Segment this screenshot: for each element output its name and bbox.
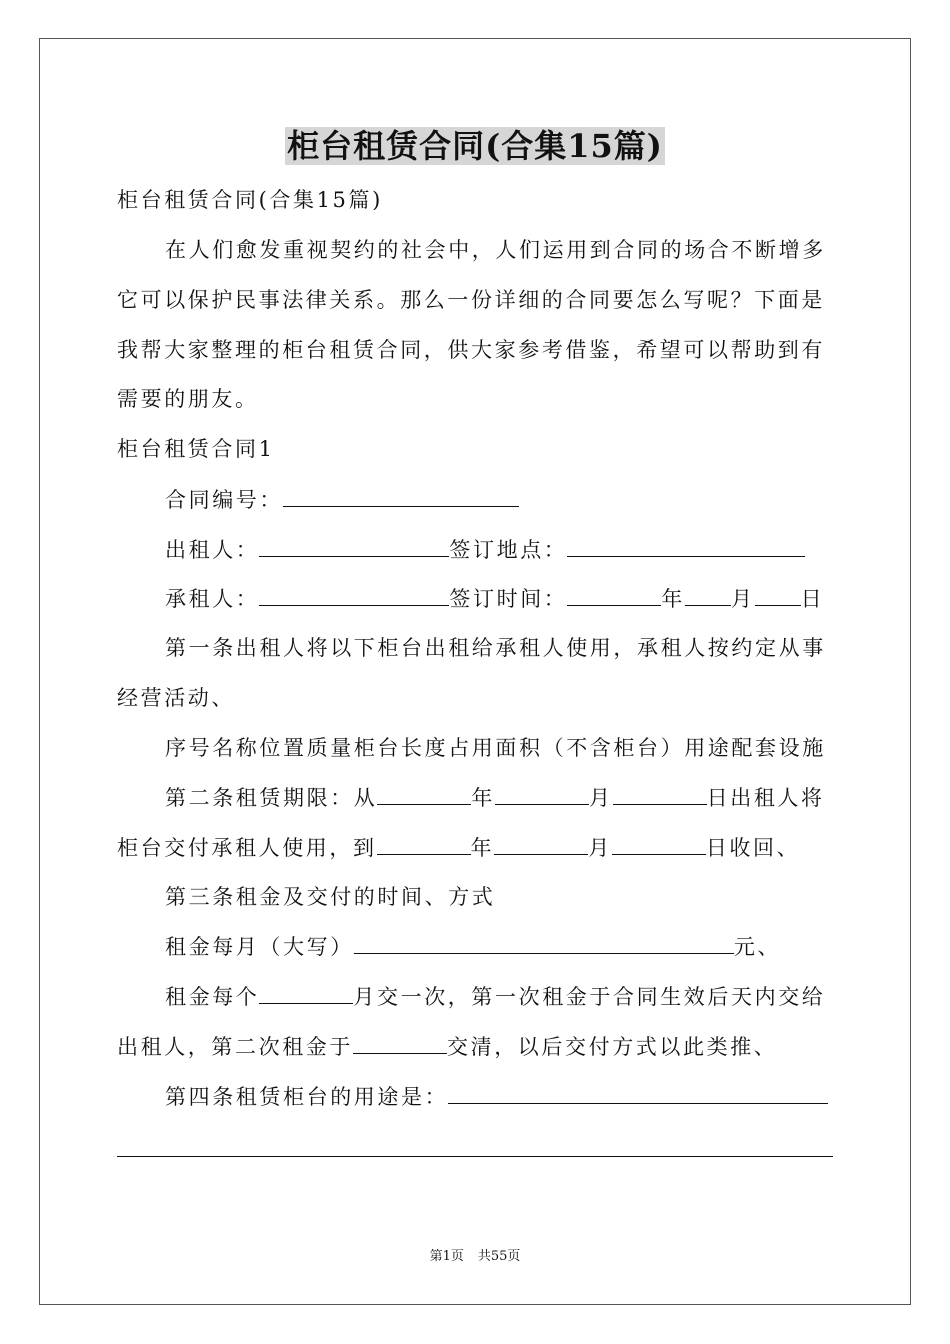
document-title-text: 柜台租赁合同(合集15篇) <box>287 127 663 165</box>
sign-day-blank <box>755 583 801 606</box>
payment-interval-blank <box>259 981 353 1004</box>
start-day-blank <box>613 782 707 805</box>
page-total: 共55页 <box>477 1249 521 1264</box>
sign-place-label: 签订地点： <box>449 538 568 562</box>
article4-row <box>165 1081 828 1112</box>
payment-second-blank <box>353 1031 447 1054</box>
lessee-label: 承租人： <box>165 587 260 611</box>
rent-row <box>165 931 781 962</box>
rent-label: 租金每月（大写） <box>165 935 354 959</box>
article1-line-2: 经营活动、 <box>117 686 235 710</box>
article2-line-2 <box>117 832 800 863</box>
sign-place-blank <box>567 534 805 557</box>
end-year-label: 年 <box>470 836 495 860</box>
payment-first-text: 月交一次，第一次租金于合同生效后天内交给 <box>353 985 826 1009</box>
page-footer <box>0 1248 950 1266</box>
article4-label: 第四条租赁柜台的用途是： <box>165 1085 449 1109</box>
sign-month-blank <box>685 583 731 606</box>
end-month-blank <box>494 832 588 855</box>
article3-heading: 第三条租金及交付的时间、方式 <box>165 885 496 909</box>
contract-number-label: 合同编号： <box>165 488 283 512</box>
day-label: 日 <box>800 587 825 611</box>
page-number: 第1页 <box>429 1249 464 1264</box>
article2-line-1 <box>165 782 825 813</box>
start-month-label: 月 <box>589 786 613 810</box>
sign-time-label: 签订时间： <box>449 587 568 611</box>
end-month-label: 月 <box>588 836 612 860</box>
lessor-blank <box>259 534 449 557</box>
intro-line-2: 它可以保护民事法律关系。那么一份详细的合同要怎么写呢？下面是 <box>117 288 825 312</box>
start-day-label: 日出租人将 <box>706 786 825 810</box>
intro-line-4: 需要的朋友。 <box>117 387 259 411</box>
article1-line-1: 第一条出租人将以下柜台出租给承租人使用，承租人按约定从事 <box>165 636 826 660</box>
table-header-line: 序号名称位置质量柜台长度占用面积（不含柜台）用途配套设施 <box>165 736 826 760</box>
end-year-blank <box>377 832 471 855</box>
intro-line-1: 在人们愈发重视契约的社会中，人们运用到合同的场合不断增多 <box>165 238 826 262</box>
lessor-row <box>165 534 805 565</box>
end-day-blank <box>612 832 706 855</box>
page-border <box>39 38 911 1305</box>
article2-end-label: 柜台交付承租人使用，到 <box>117 836 377 860</box>
subtitle: 柜台租赁合同(合集15篇) <box>117 188 383 212</box>
month-label: 月 <box>731 587 755 611</box>
section-heading: 柜台租赁合同1 <box>117 437 275 461</box>
start-year-blank <box>377 782 471 805</box>
payment-line-2 <box>117 1031 777 1062</box>
start-year-label: 年 <box>471 786 496 810</box>
usage-continuation-rule <box>117 1156 833 1157</box>
rent-amount-blank <box>354 931 734 954</box>
lessor-label: 出租人： <box>165 538 260 562</box>
rent-unit: 元、 <box>733 935 782 959</box>
lessee-blank <box>259 583 449 606</box>
sign-year-blank <box>567 583 661 606</box>
start-month-blank <box>495 782 589 805</box>
usage-blank <box>448 1081 828 1104</box>
payment-rest-text: 交清，以后交付方式以此类推、 <box>447 1035 778 1059</box>
year-label: 年 <box>661 587 686 611</box>
contract-number-blank <box>283 484 519 507</box>
payment-line-1 <box>165 981 825 1012</box>
payment-second-label: 出租人，第二次租金于 <box>117 1035 353 1059</box>
payment-interval-label: 租金每个 <box>165 985 260 1009</box>
end-day-label: 日收回、 <box>705 836 801 860</box>
document-title <box>0 124 950 168</box>
article2-start-label: 第二条租赁期限：从 <box>165 786 378 810</box>
intro-line-3: 我帮大家整理的柜台租赁合同，供大家参考借鉴，希望可以帮助到有 <box>117 338 825 362</box>
contract-number-row <box>165 484 519 515</box>
lessee-row <box>165 583 824 614</box>
